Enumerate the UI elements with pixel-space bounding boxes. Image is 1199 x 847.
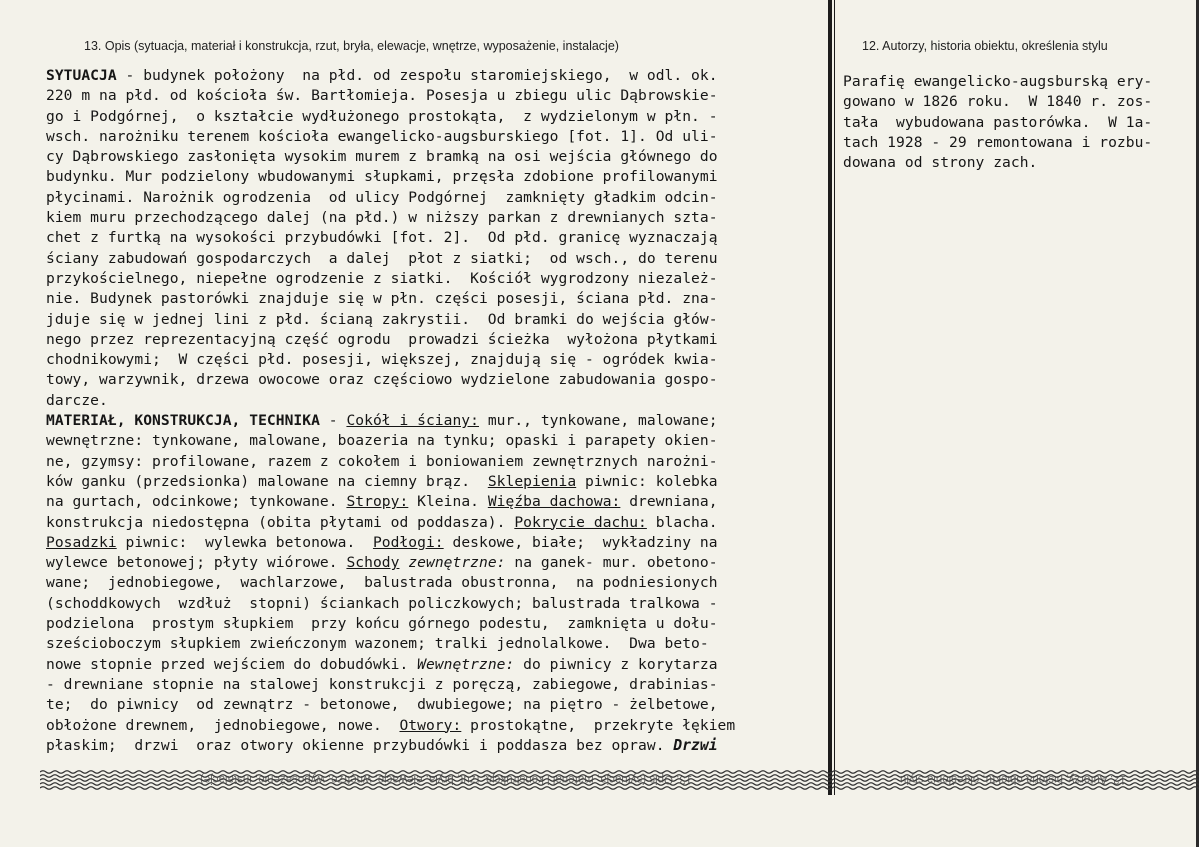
text-segment: nie. Budynek pastorówki znajduje się w płn. części posesji, ściana płd. zna- bbox=[46, 290, 718, 308]
text-segment: płycinami. Narożnik ogrodzenia od ulicy Podgórnej zamknięty gładkim odcin- bbox=[46, 188, 718, 206]
text-line bbox=[46, 431, 822, 451]
text-segment: kiem muru przechodzącego dalej (na płd.) w niższy parkan z drewnianych szta- bbox=[46, 209, 718, 227]
text-segment: na gurtach, odcinkowe; tynkowane. bbox=[46, 493, 347, 511]
text-line bbox=[46, 736, 822, 756]
description-text bbox=[46, 66, 822, 756]
history-text bbox=[843, 72, 1193, 173]
text-segment: piwnic: wylewka betonowa. bbox=[116, 533, 373, 551]
text-line bbox=[46, 513, 822, 533]
text-segment: jduje się w jednej lini z płd. ścianą zakrystii. Od bramki do wejścia głów- bbox=[46, 310, 718, 328]
text-segment: do piwnicy z korytarza bbox=[514, 655, 718, 673]
card-footer-border bbox=[40, 768, 1199, 792]
text-segment: towy, warzywnik, drzewa owocowe oraz częściowo wydzielone zabudowania gospo- bbox=[46, 371, 718, 389]
text-line bbox=[46, 188, 822, 208]
text-line bbox=[46, 452, 822, 472]
text-segment: - budynek położony na płd. od zespołu staromiejskiego, w odl. ok. bbox=[116, 67, 718, 84]
text-segment: wsch. narożniku terenem kościoła ewangelicko-augsburskiego [fot. 1]. Od uli- bbox=[46, 127, 718, 145]
section-12-heading: 12. Autorzy, historia obiektu, określenia stylu bbox=[862, 39, 1108, 53]
text-line bbox=[46, 167, 822, 187]
text-line: gowano w 1826 roku. W 1840 r. zos- bbox=[843, 93, 1153, 111]
section-13-heading: 13. Opis (sytuacja, materiał i konstrukcja, rzut, bryła, elewacje, wnętrze, wyposażenie, instalacje) bbox=[84, 39, 619, 53]
text-segment: Więźba dachowa: bbox=[487, 493, 621, 511]
text-segment: cy Dąbrowskiego zasłonięta wysokim murem z bramką na osi wejścia głównego do bbox=[46, 148, 718, 166]
text-segment: te; do piwnicy od zewnątrz - betonowe, dwubiegowe; na piętro - żelbetowe, bbox=[46, 696, 718, 714]
text-segment bbox=[399, 554, 408, 571]
text-segment: ków ganku (przedsionka) malowane na ciemny brąz. bbox=[46, 472, 488, 490]
text-segment: ściany zabudowań gospodarczych a dalej płot z siatki; od wsch., do terenu bbox=[46, 249, 718, 267]
text-segment: blacha. bbox=[646, 513, 718, 531]
text-segment: SYTUACJA bbox=[46, 67, 117, 84]
mirrored-section-12-heading: 12. Autorzy, historia obiektu, określenia stylu bbox=[900, 773, 1127, 785]
text-line bbox=[46, 330, 822, 350]
text-segment: Cokół i ściany: bbox=[346, 412, 479, 430]
text-segment: nowe stopnie przed wejściem do dobudówki. bbox=[46, 655, 418, 673]
text-line: tała wybudowana pastorówka. W 1a- bbox=[843, 113, 1153, 131]
text-line bbox=[46, 107, 822, 127]
text-line bbox=[46, 350, 822, 370]
text-segment: drewniana, bbox=[620, 493, 718, 511]
text-line bbox=[46, 228, 822, 248]
text-segment: darcze. bbox=[46, 391, 108, 409]
text-line bbox=[46, 147, 822, 167]
text-line bbox=[46, 614, 822, 634]
text-line bbox=[46, 533, 822, 553]
text-segment: Podłogi: bbox=[372, 533, 444, 551]
text-line bbox=[46, 655, 822, 675]
text-line bbox=[46, 411, 822, 431]
text-line bbox=[46, 492, 822, 512]
text-segment: ne, gzymsy: profilowane, razem z cokołem i boniowaniem zewnętrznych narożni- bbox=[46, 452, 718, 470]
text-segment: konstrukcja niedostępna (obita płytami od poddasza). bbox=[46, 513, 515, 531]
text-line bbox=[46, 472, 822, 492]
text-line bbox=[46, 573, 822, 593]
text-segment: wane; jednobiegowe, wachlarzowe, balustrada obustronna, na podniesionych bbox=[46, 574, 718, 592]
text-line: tach 1928 - 29 remontowana i rozbu- bbox=[843, 133, 1153, 151]
column-divider bbox=[828, 0, 832, 795]
text-segment: obłożone drewnem, jednobiegowe, nowe. bbox=[46, 716, 400, 734]
text-line bbox=[46, 370, 822, 390]
text-segment: zewnętrzne: bbox=[408, 554, 506, 572]
text-segment: Wewnętrzne: bbox=[417, 655, 515, 673]
text-segment: prostokątne, przekryte łękiem bbox=[461, 716, 736, 734]
text-segment: wylewce betonowej; płyty wiórowe. bbox=[46, 554, 347, 572]
text-segment: wewnętrzne: tynkowane, malowane, boazeria na tynku; opaski i parapety okien- bbox=[46, 432, 718, 450]
text-segment: na ganek- mur. obetono- bbox=[505, 554, 718, 572]
text-line: dowana od strony zach. bbox=[843, 154, 1038, 172]
text-line bbox=[46, 249, 822, 269]
column-divider-thin bbox=[834, 0, 835, 795]
text-segment: Drzwi bbox=[673, 736, 718, 754]
text-line bbox=[46, 127, 822, 147]
text-segment: piwnic: kolebka bbox=[576, 472, 718, 490]
text-segment: przykościelnego, niepełne ogrodzenie z siatki. Kościół wygrodzony niezależ- bbox=[46, 269, 718, 287]
text-line bbox=[46, 634, 822, 654]
text-line: Parafię ewangelicko-augsburską ery- bbox=[843, 73, 1153, 90]
text-segment: MATERIAŁ, KONSTRUKCJA, TECHNIKA bbox=[46, 412, 320, 430]
text-segment: (schoddkowych wzdłuż stopni) ściankach policzkowych; balustrada tralkowa - bbox=[46, 594, 718, 612]
text-segment: płaskim; drzwi oraz otwory okienne przybudówki i poddasza bez opraw. bbox=[46, 736, 674, 754]
text-line bbox=[46, 553, 822, 573]
text-segment: - bbox=[319, 412, 347, 430]
text-line bbox=[46, 695, 822, 715]
text-segment: chodnikowymi; W części płd. posesji, większej, znajdują się - ogródek kwia- bbox=[46, 351, 718, 369]
text-segment: nego przez reprezentacyjną część ogrodu prowadzi ścieżka wyłożona płytkami bbox=[46, 330, 718, 348]
text-segment: Kleina. bbox=[408, 493, 488, 511]
text-line bbox=[46, 86, 822, 106]
text-segment: podzielona prostym słupkiem przy końcu górnego podestu, zamknięta u dołu- bbox=[46, 615, 718, 633]
mirrored-section-13-heading: 13. Opis (sytuacja, materiał i konstrukcja, rzut, bryła, elewacje, wnętrze, wyposażenie, instalacje) bbox=[200, 773, 693, 785]
text-segment: 220 m na płd. od kościoła św. Bartłomieja. Posesja u zbiegu ulic Dąbrowskie- bbox=[46, 87, 718, 105]
text-segment: chet z furtką na wysokości przybudówki [fot. 2]. Od płd. granicę wyznaczają bbox=[46, 229, 718, 247]
text-line bbox=[46, 716, 822, 736]
text-line bbox=[46, 269, 822, 289]
text-segment: budynku. Mur podzielony wbudowanymi słupkami, przęsła zdobione profilowanymi bbox=[46, 168, 718, 186]
text-line bbox=[46, 391, 822, 411]
text-line bbox=[46, 594, 822, 614]
text-segment: Otwory: bbox=[399, 716, 462, 734]
text-segment: Posadzki bbox=[46, 533, 117, 551]
text-line bbox=[46, 208, 822, 228]
text-segment: Schody bbox=[346, 554, 400, 572]
text-segment: go i Podgórnej, o kształcie wydłużonego prostokąta, z wydzielonym w płn. - bbox=[46, 107, 718, 125]
text-line bbox=[46, 675, 822, 695]
text-line bbox=[46, 289, 822, 309]
text-segment: Pokrycie dachu: bbox=[514, 513, 647, 531]
text-segment: Stropy: bbox=[346, 493, 409, 511]
text-segment: sześcioboczym słupkiem zwieńczonym wazonem; tralki jednolalkowe. Dwa beto- bbox=[46, 635, 709, 653]
text-segment: Sklepienia bbox=[487, 472, 577, 490]
text-segment: mur., tynkowane, malowane; bbox=[478, 412, 718, 430]
text-segment: - drewniane stopnie na stalowej konstrukcji z poręczą, zabiegowe, drabinias- bbox=[46, 675, 718, 693]
text-segment: deskowe, białe; wykładziny na bbox=[443, 533, 718, 551]
text-line bbox=[46, 310, 822, 330]
text-line bbox=[46, 66, 822, 86]
